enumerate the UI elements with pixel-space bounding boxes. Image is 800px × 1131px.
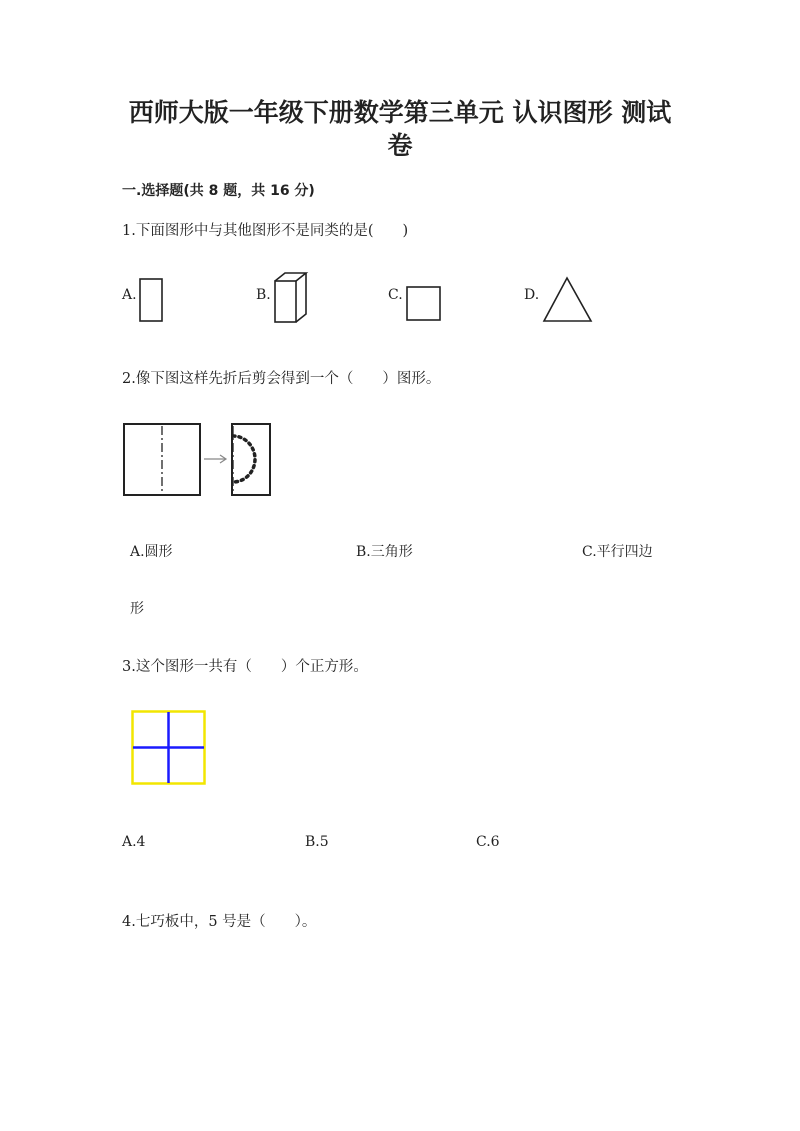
q3-option-a[interactable]: A.4 <box>122 834 146 850</box>
question-1-text: 1.下面图形中与其他图形不是同类的是( ) <box>122 223 409 239</box>
q1-option-a-label[interactable]: A. <box>122 287 137 303</box>
q2-fold-cut-diagram <box>122 422 274 498</box>
title-line-1: 西师大版一年级下册数学第三单元 认识图形 测试 <box>128 98 672 127</box>
q2-option-c[interactable]: C.平行四边 <box>582 544 653 560</box>
question-2-text: 2.像下图这样先折后剪会得到一个（ ）图形。 <box>122 371 441 387</box>
section-heading: 一.选择题(共 8 题，共 16 分) <box>122 183 315 199</box>
q1-option-b-label[interactable]: B. <box>256 287 271 303</box>
q1-square-figure <box>406 286 442 322</box>
q3-option-c[interactable]: C.6 <box>476 834 500 850</box>
question-4-text: 4.七巧板中，5 号是（ ）。 <box>122 914 317 930</box>
question-3-text: 3.这个图形一共有（ ）个正方形。 <box>122 659 368 675</box>
q1-cuboid-figure <box>273 271 309 325</box>
q3-square-grid-figure <box>131 710 207 786</box>
q2-option-b[interactable]: B.三角形 <box>356 544 413 560</box>
q1-option-c-label[interactable]: C. <box>388 287 403 303</box>
page-title <box>0 96 800 162</box>
title-line-2: 卷 <box>387 131 413 160</box>
q2-option-c-wrap: 形 <box>130 601 144 617</box>
q3-option-b[interactable]: B.5 <box>305 834 329 850</box>
q1-option-d-label[interactable]: D. <box>524 287 540 303</box>
q2-option-a[interactable]: A.圆形 <box>130 544 173 560</box>
q1-triangle-figure <box>542 276 594 324</box>
q1-tall-rectangle-figure <box>139 278 165 322</box>
